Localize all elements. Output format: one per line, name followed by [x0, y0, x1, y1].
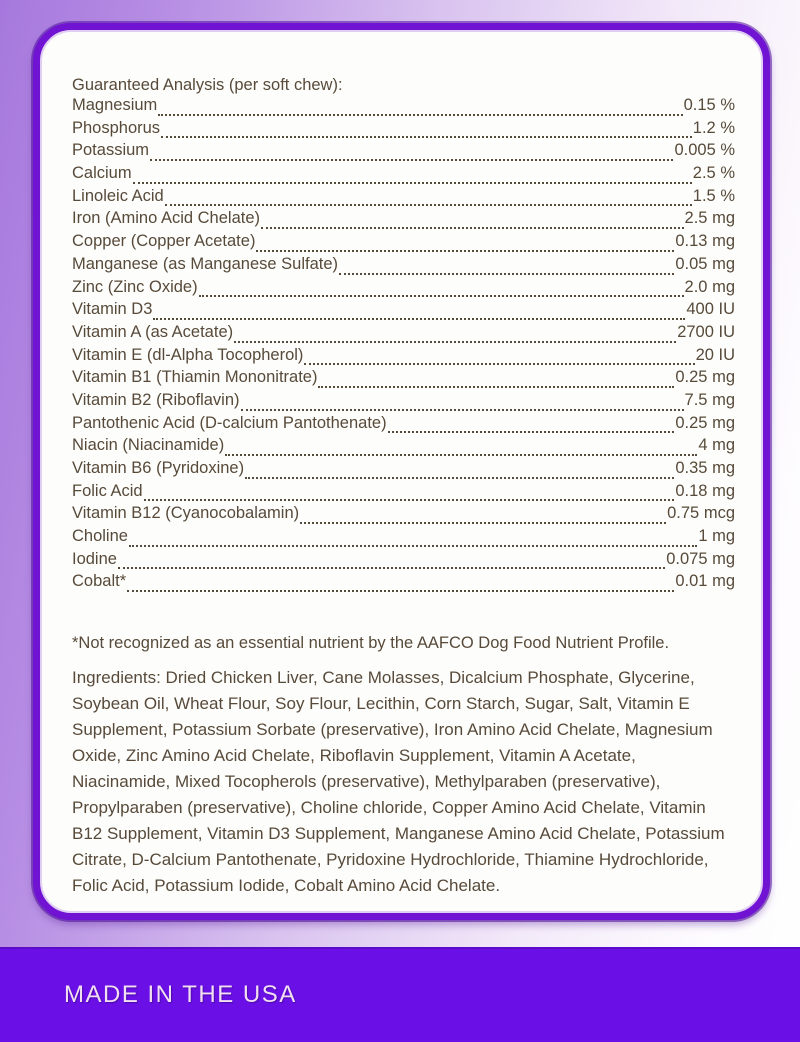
- dot-leader: [256, 250, 674, 252]
- dot-leader: [318, 386, 674, 388]
- analysis-row: [72, 300, 735, 323]
- dot-leader: [150, 159, 673, 161]
- footer-band: [0, 947, 800, 1042]
- nutrient-name: Iodine: [72, 549, 117, 568]
- nutrient-name: Vitamin B1 (Thiamin Mononitrate): [72, 368, 318, 387]
- analysis-row: [72, 414, 735, 437]
- analysis-row: [72, 550, 735, 573]
- nutrient-value: 7.5 mg: [684, 390, 735, 409]
- analysis-row: [72, 119, 735, 142]
- nutrient-value: 1 mg: [698, 527, 735, 546]
- ingredients-paragraph: Ingredients: Dried Chicken Liver, Cane Molasses, Dicalcium Phosphate, Glycerine, Soybean Oil, Wheat Flour, Soy Flour, Lecithin, Corn Starch, Sugar, Salt, Vitamin E Supplement, Potassium Sorbate (preservative), Iron Amino Acid Chelate, Magnesium Oxide, Zinc Amino Acid Chelate, Riboflavin Supplement, Vitamin A Acetate, Niacinamide, Mixed Tocopherols (preservative), Methylparaben (preservative), Propylparaben (preservative), Choline chloride, Copper Amino Acid Chelate, Vitamin B12 Supplement, Vitamin D3 Supplement, Manganese Amino Acid Chelate, Potassium Citrate, D-Calcium Pantothenate, Pyridoxine Hydrochloride, Thiamine Hydrochloride, Folic Acid, Potassium Iodide, Cobalt Amino Acid Chelate.: [72, 668, 725, 896]
- nutrient-value: 0.075 mg: [666, 549, 735, 568]
- analysis-row: [72, 278, 735, 301]
- dot-leader: [161, 136, 692, 138]
- nutrient-name: Magnesium: [72, 96, 158, 114]
- analysis-row: [72, 209, 735, 232]
- analysis-row: [72, 255, 735, 278]
- analysis-row: [72, 436, 735, 459]
- nutrient-name: Vitamin A (as Acetate): [72, 322, 234, 341]
- nutrient-value: 0.18 mg: [675, 481, 735, 500]
- nutrient-value: 0.25 mg: [675, 413, 735, 432]
- nutrient-value: 0.35 mg: [675, 459, 735, 477]
- analysis-row: [72, 232, 735, 255]
- dot-leader: [225, 454, 697, 456]
- nutrient-value: 1.5 %: [692, 186, 735, 205]
- dot-leader: [165, 204, 692, 206]
- nutrient-name: Niacin (Niacinamide): [72, 436, 225, 455]
- nutrient-value: 2700 IU: [677, 322, 735, 341]
- aafco-footnote: *Not recognized as an essential nutrient by the AAFCO Dog Food Nutrient Profile.: [72, 634, 670, 653]
- nutrient-name: Vitamin B2 (Riboflavin): [72, 390, 240, 409]
- dot-leader: [234, 341, 676, 343]
- nutrient-name: Vitamin B6 (Pyridoxine): [72, 459, 245, 477]
- dot-leader: [339, 273, 674, 275]
- analysis-row: [72, 141, 735, 164]
- analysis-row: [72, 96, 735, 119]
- nutrient-name: Copper (Copper Acetate): [72, 232, 256, 251]
- dot-leader: [304, 363, 694, 365]
- analysis-row: [72, 482, 735, 505]
- analysis-table: [72, 96, 735, 595]
- nutrient-name: Iron (Amino Acid Chelate): [72, 209, 261, 228]
- nutrient-name: Choline: [72, 527, 128, 546]
- dot-leader: [118, 567, 665, 569]
- nutrient-name: Potassium: [72, 141, 150, 160]
- analysis-row: [72, 504, 735, 527]
- nutrient-name: Calcium: [72, 164, 132, 183]
- dot-leader: [144, 499, 675, 501]
- dot-leader: [300, 522, 666, 524]
- dot-leader: [261, 227, 684, 229]
- dot-leader: [388, 431, 675, 433]
- nutrient-name: Folic Acid: [72, 481, 143, 500]
- nutrient-value: 20 IU: [695, 345, 735, 364]
- nutrient-name: Zinc (Zinc Oxide): [72, 277, 198, 296]
- dot-leader: [245, 477, 674, 479]
- analysis-row: [72, 346, 735, 369]
- dot-leader: [158, 114, 682, 116]
- made-in-usa-text: MADE IN THE USA: [64, 981, 297, 1008]
- nutrient-value: 4 mg: [698, 436, 735, 455]
- nutrient-name: Vitamin B12 (Cyanocobalamin): [72, 504, 300, 523]
- nutrient-value: 0.15 %: [683, 96, 735, 114]
- nutrient-name: Pantothenic Acid (D-calcium Pantothenate): [72, 413, 387, 432]
- nutrient-value: 2.5 %: [692, 164, 735, 183]
- label-content: [40, 30, 763, 899]
- nutrient-name: Vitamin E (dl-Alpha Tocopherol): [72, 345, 304, 364]
- nutrient-value: 0.05 mg: [675, 254, 735, 273]
- dot-leader: [133, 182, 692, 184]
- nutrient-name: Phosphorus: [72, 118, 161, 137]
- nutrient-value: 0.25 mg: [675, 368, 735, 387]
- analysis-row: [72, 187, 735, 210]
- analysis-row: [72, 391, 735, 414]
- nutrient-value: 400 IU: [686, 300, 735, 319]
- nutrient-value: 0.13 mg: [675, 232, 735, 251]
- analysis-row: [72, 323, 735, 346]
- nutrient-name: Vitamin D3: [72, 300, 153, 319]
- nutrient-name: Linoleic Acid: [72, 186, 164, 205]
- nutrient-name: Manganese (as Manganese Sulfate): [72, 254, 338, 273]
- dot-leader: [241, 409, 684, 411]
- nutrient-value: 1.2 %: [692, 118, 735, 137]
- dot-leader: [199, 295, 684, 297]
- analysis-row: [72, 164, 735, 187]
- dot-leader: [127, 590, 674, 592]
- dot-leader: [129, 545, 697, 547]
- nutrient-value: 0.01 mg: [675, 572, 735, 591]
- analysis-row: [72, 572, 735, 595]
- nutrient-value: 0.005 %: [674, 141, 735, 160]
- nutrient-value: 2.0 mg: [684, 277, 735, 296]
- nutrient-name: Cobalt*: [72, 572, 127, 591]
- nutrient-value: 0.75 mcg: [667, 504, 735, 523]
- nutrient-value: 2.5 mg: [684, 209, 735, 228]
- dot-leader: [153, 318, 685, 320]
- guaranteed-analysis-title: Guaranteed Analysis (per soft chew):: [72, 76, 343, 94]
- analysis-row: [72, 368, 735, 391]
- analysis-row: [72, 527, 735, 550]
- label-panel: [33, 23, 770, 920]
- analysis-row: [72, 459, 735, 482]
